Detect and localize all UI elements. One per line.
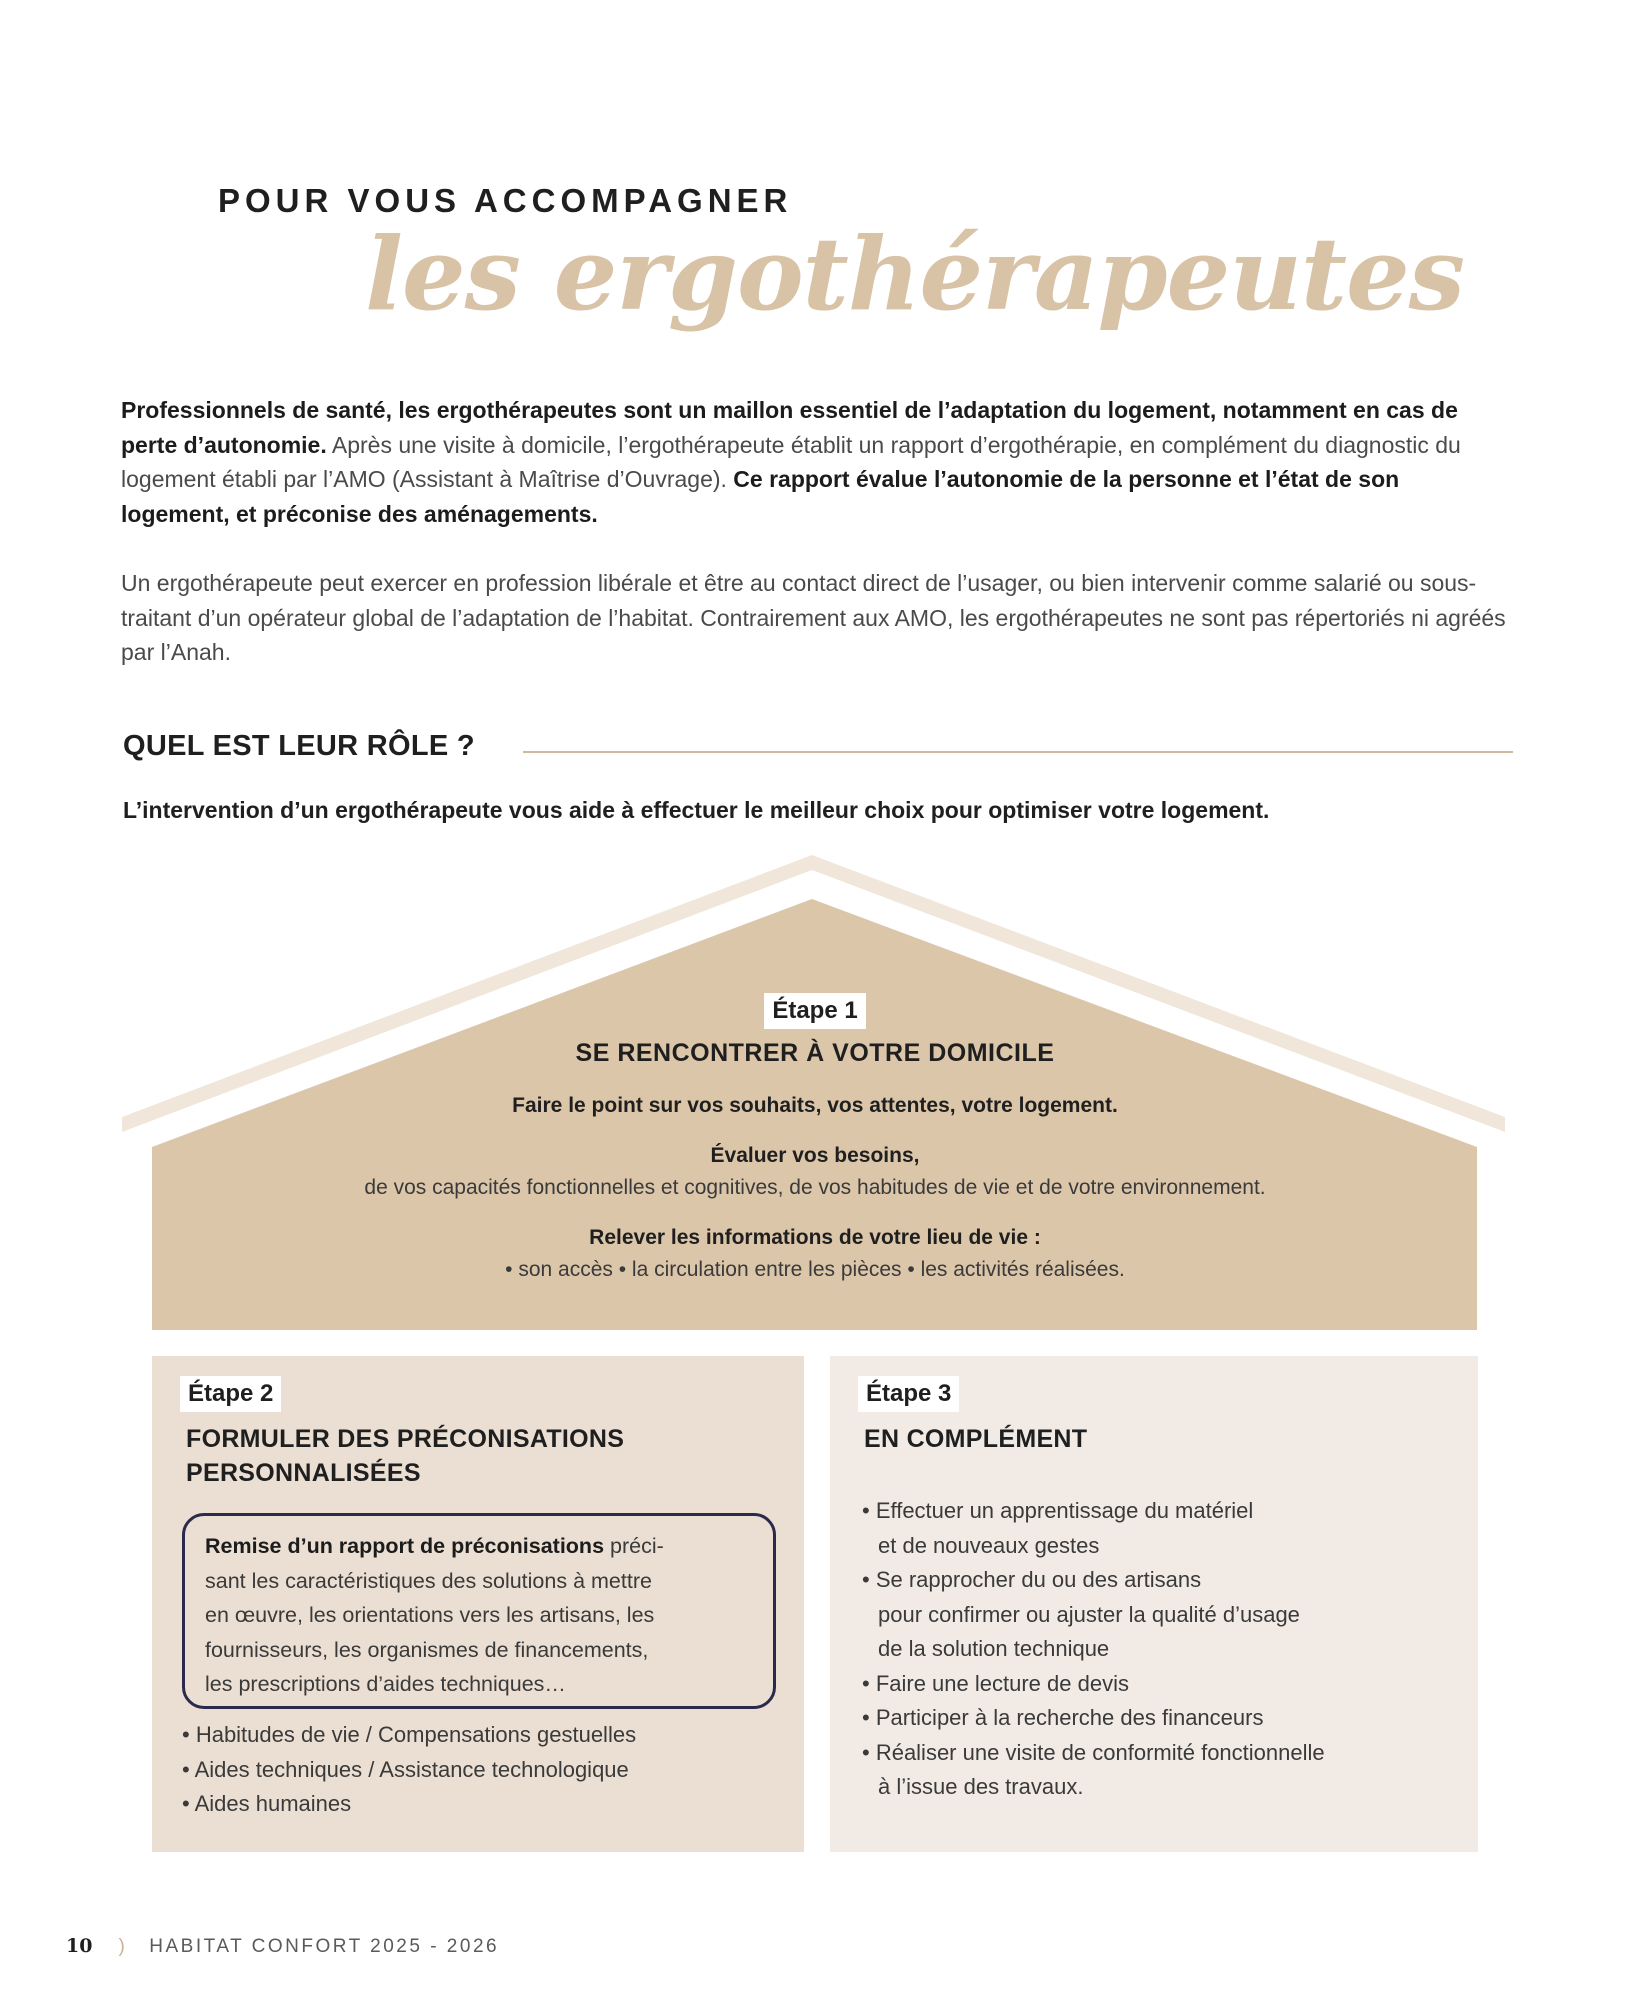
- step2-panel: [152, 1356, 804, 1852]
- callout-line5: les prescriptions d’aides techniques…: [205, 1672, 566, 1696]
- callout-line4: fournisseurs, les organismes de financements,: [205, 1637, 649, 1662]
- step3-title: EN COMPLÉMENT: [864, 1425, 1088, 1453]
- list-item-line: • Participer à la recherche des financeurs: [862, 1705, 1264, 1730]
- section-lead: L’intervention d’un ergothérapeute vous aide à effectuer le meilleur choix pour optimiser votre logement.: [123, 797, 1270, 823]
- list-item: [862, 1701, 1325, 1736]
- callout-line3: en œuvre, les orientations vers les artisans, les: [205, 1603, 655, 1627]
- step1-line3-text: • son accès • la circulation entre les pièces • les activités réalisées.: [505, 1258, 1125, 1281]
- list-item-line: • Se rapprocher du ou des artisans: [862, 1567, 1202, 1592]
- list-item: [862, 1736, 1325, 1805]
- script-title: les ergothérapeutes: [365, 215, 1465, 333]
- list-item-line: • Faire une lecture de devis: [862, 1670, 1129, 1696]
- intro-bold-1: Professionnels de santé, les ergothérapeutes sont un maillon essentiel de l’adaptation du logement, notamment en cas de perte d’autonomie.: [121, 397, 1458, 458]
- footer-bracket: ): [118, 1936, 128, 1957]
- intro-text-1: Après une visite à domicile, l’ergothérapeute établit un rapport d’ergothérapie, en complément du diagnostic du logement établi par l’AMO (Assistant à Maîtrise d’Ouvrage).: [121, 431, 1461, 492]
- publication-name: HABITAT CONFORT 2025 - 2026: [149, 1936, 500, 1957]
- step2-title-line2: PERSONNALISÉES: [186, 1459, 421, 1487]
- step2-callout: [182, 1513, 776, 1709]
- section-title: QUEL EST LEUR RÔLE ?: [123, 730, 475, 762]
- step1-line3-bold: Relever les informations de votre lieu de vie :: [589, 1226, 1041, 1249]
- step2-title-line1: FORMULER DES PRÉCONISATIONS: [186, 1425, 625, 1453]
- step1-line2-bold: Évaluer vos besoins,: [710, 1144, 920, 1167]
- callout-line2: sant les caractéristiques des solutions à mettre: [205, 1568, 652, 1593]
- list-item: [862, 1494, 1325, 1563]
- step3-badge: Étape 3: [858, 1376, 959, 1412]
- step1-block: [230, 993, 1400, 1286]
- list-item: • Aides techniques / Assistance technologique: [182, 1756, 629, 1782]
- list-item: [862, 1667, 1325, 1702]
- step1-title: SE RENCONTRER À VOTRE DOMICILE: [575, 1039, 1055, 1067]
- list-item-line: à l’issue des travaux.: [878, 1774, 1084, 1799]
- list-item-line: et de nouveaux gestes: [878, 1532, 1100, 1558]
- kicker-title: POUR VOUS ACCOMPAGNER: [218, 182, 793, 219]
- list-item: • Aides humaines: [182, 1791, 352, 1816]
- step1-badge: Étape 1: [764, 993, 865, 1029]
- step1-line2-text: de vos capacités fonctionnelles et cognitives, de vos habitudes de vie et de votre environnement.: [364, 1176, 1266, 1199]
- list-item: [862, 1563, 1325, 1667]
- step3-panel: [830, 1356, 1478, 1852]
- list-item-line: • Réaliser une visite de conformité fonctionnelle: [862, 1739, 1325, 1765]
- callout-l1-text: préci-: [604, 1534, 664, 1558]
- intro-bold-2: Ce rapport évalue l’autonomie de la personne et l’état de son logement, et préconise des aménagements.: [121, 466, 1400, 527]
- list-item-line: • Effectuer un apprentissage du matériel: [862, 1498, 1254, 1523]
- step2-badge: Étape 2: [180, 1376, 281, 1412]
- step3-bullets: [862, 1494, 1325, 1805]
- callout-bold: Remise d’un rapport de préconisations: [205, 1534, 605, 1558]
- step1-line1: Faire le point sur vos souhaits, vos attentes, votre logement.: [512, 1094, 1118, 1117]
- list-item-line: pour confirmer ou ajuster la qualité d’usage: [878, 1601, 1300, 1627]
- list-item: • Habitudes de vie / Compensations gestuelles: [182, 1722, 637, 1747]
- page-number: 10: [66, 1935, 93, 1957]
- intro-paragraph-2: Un ergothérapeute peut exercer en profession libérale et être au contact direct de l’usager, ou bien intervenir comme salarié ou sous-traitant d’un opérateur global de l’adaptation de l’habitat. Contrairement aux AMO, les ergothérapeutes ne sont pas répertoriés ni agréés par l’Anah.: [121, 570, 1506, 665]
- page-footer: [66, 1935, 499, 1958]
- step2-title: [186, 1422, 624, 1490]
- step2-bullets: [182, 1718, 636, 1822]
- list-item-line: de la solution technique: [878, 1636, 1110, 1661]
